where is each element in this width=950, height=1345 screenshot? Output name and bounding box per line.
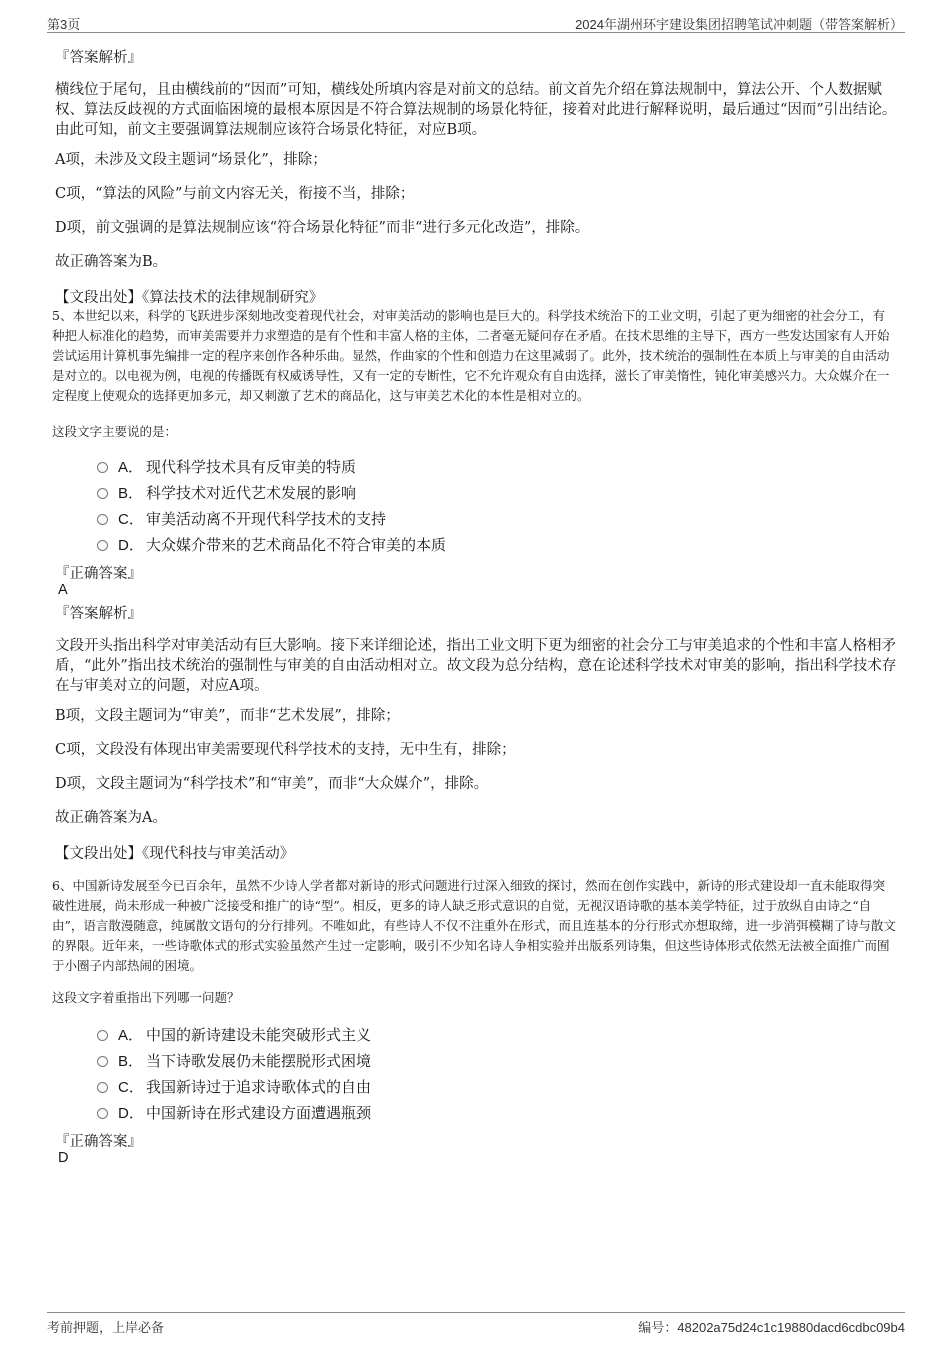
page-header [47, 12, 905, 33]
document-title: 2024年湖州环宇建设集团招聘笔试冲刺题（带答案解析） [575, 17, 903, 32]
q6-option-a[interactable]: A． 中国的新诗建设未能突破形式主义 [97, 1024, 371, 1044]
radio-button-icon[interactable] [97, 1056, 108, 1067]
radio-button-icon[interactable] [97, 1082, 108, 1093]
q5-analysis-label: 『答案解析』 [55, 606, 142, 622]
q5-conclusion: 故正确答案为A。 [55, 810, 167, 826]
q6-option-c[interactable]: C． 我国新诗过于追求诗歌体式的自由 [97, 1076, 371, 1096]
q4-analysis-label: 『答案解析』 [55, 50, 142, 66]
q4-elimination-c: C项，“算法的风险”与前文内容无关，衔接不当，排除； [55, 186, 415, 202]
footer-slogan: 考前押题，上岸必备 [47, 1320, 165, 1335]
q5-option-b[interactable]: B． 科学技术对近代艺术发展的影响 [97, 482, 356, 502]
q5-source: 【文段出处】《现代科技与审美活动》 [55, 846, 295, 862]
q6-question: 这段文字着重指出下列哪一问题？ [52, 990, 240, 1005]
q5-option-a[interactable]: A． 现代科学技术具有反审美的特质 [97, 456, 356, 476]
q5-option-c[interactable]: C． 审美活动离不开现代科学技术的支持 [97, 508, 386, 528]
q5-elimination-d: D项，文段主题词为“科学技术”和“审美”，而非“大众媒介”，排除。 [55, 776, 489, 792]
q6-option-d[interactable]: D． 中国新诗在形式建设方面遭遇瓶颈 [97, 1102, 371, 1122]
q4-conclusion: 故正确答案为B。 [55, 254, 168, 270]
q5-analysis: 文段开头指出科学对审美活动有巨大影响。接下来详细论述，指出工业文明下更为细密的社会分工与审美追求的个性和丰富人格相矛盾，“此外”指出技术统治的强制性与审美的自由活动相对立。故文段为总分结构，意在论述科学技术对审美的影响，指出科学技术存在与审美对立的问题，对应A项。 [55, 638, 897, 694]
q4-source: 【文段出处】《算法技术的法律规制研究》 [55, 290, 324, 306]
radio-button-icon[interactable] [97, 1030, 108, 1041]
radio-button-icon[interactable] [97, 488, 108, 499]
radio-button-icon[interactable] [97, 540, 108, 551]
radio-button-icon[interactable] [97, 462, 108, 473]
radio-button-icon[interactable] [97, 1108, 108, 1119]
q4-elimination-d: D项，前文强调的是算法规制应该“符合场景化特征”而非“进行多元化改造”，排除。 [55, 220, 590, 236]
q4-analysis: 横线位于尾句，且由横线前的“因而”可知，横线处所填内容是对前文的总结。前文首先介绍在算法规制中，算法公开、个人数据赋权、算法反歧视的方式面临困境的最根本原因是不符合算法规制的场景化特征，接着对此进行解释说明，最后通过“因而”引出结论。由此可知，前文主要强调算法规制应该符合场景化特征，对应B项。 [55, 82, 897, 138]
page-number: 第3页 [47, 17, 81, 32]
q6-correct-label: 『正确答案』 [55, 1134, 142, 1150]
radio-button-icon[interactable] [97, 514, 108, 525]
q6-correct-answer: D [58, 1150, 69, 1166]
q4-elimination-a: A项，未涉及文段主题词“场景化”，排除； [55, 152, 327, 168]
q5-question: 这段文字主要说的是： [52, 424, 178, 439]
q6-option-b[interactable]: B． 当下诗歌发展仍未能摆脱形式困境 [97, 1050, 371, 1070]
q5-elimination-c: C项，文段没有体现出审美需要现代科学技术的支持，无中生有，排除； [55, 742, 516, 758]
q5-option-d[interactable]: D． 大众媒介带来的艺术商品化不符合审美的本质 [97, 534, 446, 554]
q5-elimination-b: B项，文段主题词为“审美”，而非“艺术发展”，排除； [55, 708, 400, 724]
q5-correct-answer: A [58, 582, 68, 598]
q5-stem: 5、本世纪以来，科学的飞跃进步深刻地改变着现代社会，对审美活动的影响也是巨大的。科学技术统治下的工业文明，引起了更为细密的社会分工，有种把人标准化的趋势，而审美需要并力求塑造的是有个性和丰富人格的主体，二者毫无疑问存在矛盾。在技术思维的主导下，西方一些发达国家有人开始尝试运用计算机事先编排一定的程序来创作各种乐曲。显然，作曲家的个性和创造力在这里减弱了。此外，技术统治的强制性在本质上与审美的自由活动是对立的。以电视为例，电视的传播既有权威诱导性，又有一定的专断性，它不允许观众有自由选择，滋长了审美惰性，钝化审美感兴力。大众媒介在一定程度上使观众的选择更加多元，却又刺激了艺术的商品化，这与审美艺术化的本性是相对立的。 [52, 308, 890, 403]
page-footer [47, 1312, 905, 1337]
q5-correct-label: 『正确答案』 [55, 566, 142, 582]
document-serial: 编号：48202a75d24c1c19880dacd6cdbc09b4 [638, 1320, 905, 1335]
q6-stem: 6、中国新诗发展至今已百余年，虽然不少诗人学者都对新诗的形式问题进行过深入细致的探讨，然而在创作实践中，新诗的形式建设却一直未能取得突破性进展，尚未形成一种被广泛接受和推广的诗“型”。相反，更多的诗人缺乏形式意识的自觉，无视汉语诗歌的基本美学特征，过于放纵自由诗之“自由”，语言散漫随意，纯属散文语句的分行排列。不唯如此，有些诗人不仅不注重外在形式，而且连基本的分行形式亦想取缔，进一步消弭模糊了诗与散文的界限。近年来，一些诗歌体式的形式实验虽然产生过一定影响，吸引不少知名诗人争相实验并出版系列诗集，但这些诗体形式依然无法被全面推广而囿于小圈子内部热闹的困境。 [52, 878, 896, 973]
